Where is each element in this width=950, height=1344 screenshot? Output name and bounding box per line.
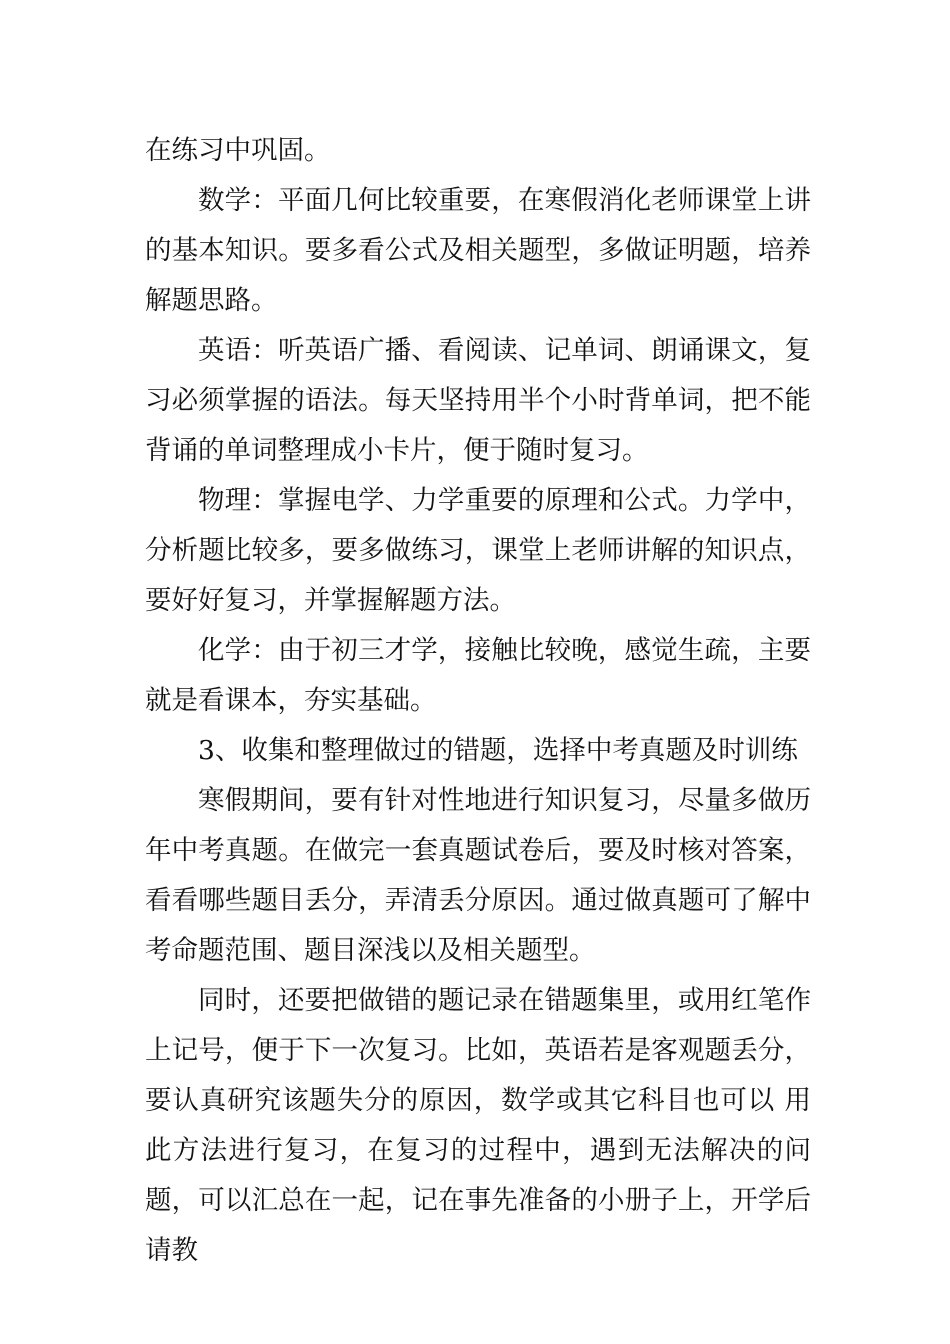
paragraph-continuation: 在练习中巩固。	[145, 135, 331, 166]
paragraph-winter-break: 寒假期间，要有针对性地进行知识复习，尽量多做历年中考真题。在做完一套真题试卷后，要及时核对答案，看看哪些题目丢分，弄清丢分原因。通过做真题可了解中考命题范围、题目深浅以及相关题型。	[145, 785, 811, 966]
body-text	[145, 126, 811, 1276]
paragraph-chemistry: 化学：由于初三才学，接触比较晚，感觉生疏，主要就是看课本，夯实基础。	[145, 635, 811, 716]
paragraph-physics: 物理：掌握电学、力学重要的原理和公式。力学中，分析题比较多，要多做练习，课堂上老师讲解的知识点，要好好复习，并掌握解题方法。	[145, 485, 811, 616]
paragraph-error-notebook: 同时，还要把做错的题记录在错题集里，或用红笔作上记号，便于下一次复习。比如，英语若是客观题丢分，要认真研究该题失分的原因，数学或其它科目也可以 用此方法进行复习，在复习的过程中，遇到无法解决的问题，可以汇总在一起，记在事先准备的小册子上，开学后请教	[145, 985, 811, 1266]
paragraph-english: 英语：听英语广播、看阅读、记单词、朗诵课文，复习必须掌握的语法。每天坚持用半个小时背单词，把不能背诵的单词整理成小卡片，便于随时复习。	[145, 335, 811, 466]
paragraph-math: 数学：平面几何比较重要，在寒假消化老师课堂上讲的基本知识。要多看公式及相关题型，多做证明题，培养解题思路。	[145, 185, 811, 316]
section-heading: 3、收集和整理做过的错题，选择中考真题及时训练	[198, 735, 798, 766]
